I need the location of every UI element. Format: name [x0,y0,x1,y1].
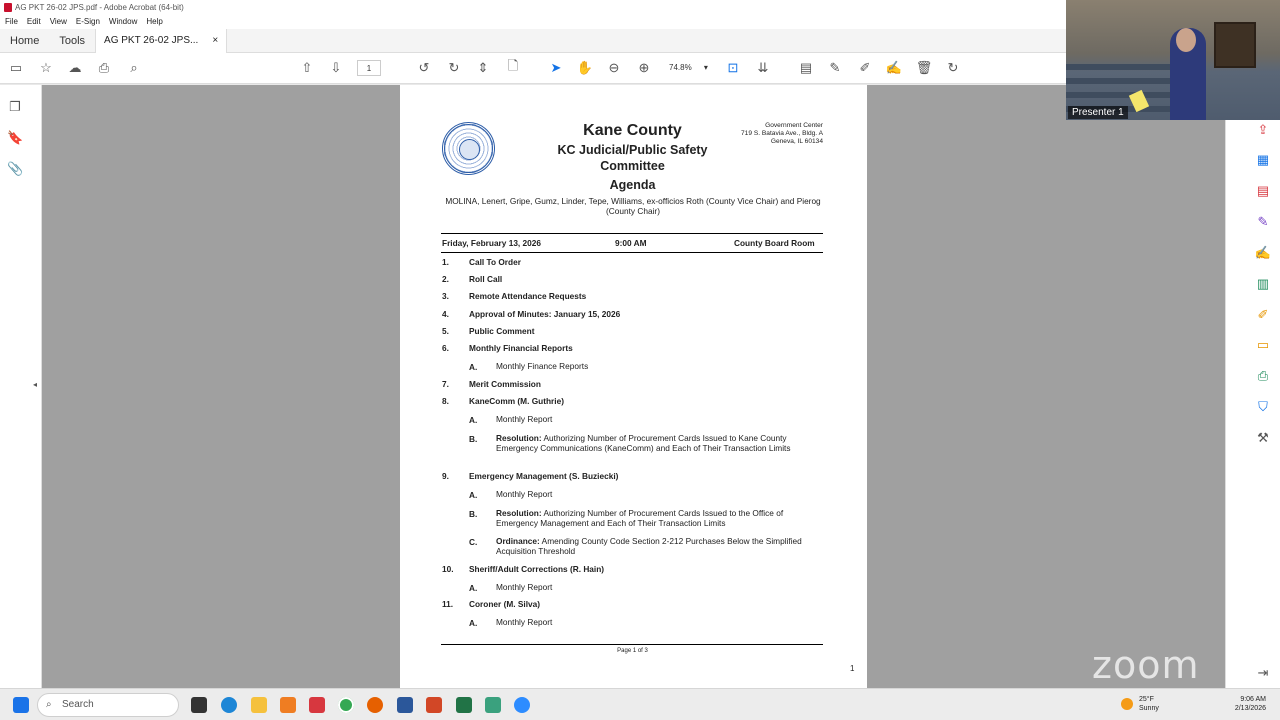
refresh-icon[interactable]: ↻ [947,60,959,75]
hand-icon[interactable]: ✋ [576,60,594,75]
address-line: Government Center [765,122,823,129]
taskbar-search[interactable] [37,693,179,717]
subitem-letter: C. [469,537,478,547]
zoom-out-icon[interactable]: ⊖ [608,60,620,75]
menu-view[interactable]: View [49,17,67,26]
agenda-item-number: 7. [442,379,449,389]
menu-file[interactable]: File [5,17,18,26]
menu-edit[interactable]: Edit [26,17,41,26]
zoom-level-value: 74.8% [669,63,692,72]
rotate-ccw-icon[interactable]: ↺ [418,60,430,75]
delete-icon[interactable]: 🗑 [915,60,933,75]
agenda-item: KaneComm (M. Guthrie) [469,396,564,406]
committee-title-line1: KC Judicial/Public Safety [557,143,708,157]
page-thumbnails-icon[interactable]: ❐ [9,99,21,114]
comment-icon[interactable]: ▤ [799,60,813,75]
committee-members: MOLINA, Lenert, Gripe, Gumz, Linder, Tepe, Williams, ex-officios Roth (County Vice Chair) and Pierog (County Chair) [445,196,821,216]
taskbar-clock[interactable] [1228,695,1266,713]
powerpoint-icon[interactable] [426,697,442,713]
subitem-letter: B. [469,509,478,519]
acrobat-icon [4,3,12,12]
meeting-time: 9:00 AM [615,238,647,248]
agenda-item: Roll Call [469,274,503,284]
agenda-item: Monthly Financial Reports [469,343,573,353]
divider-top [441,233,823,234]
weather-sun-icon [1121,698,1133,710]
select-cursor-icon[interactable]: ➤ [550,60,562,75]
address-block [713,122,823,146]
next-page-icon[interactable]: ⇩ [330,60,342,75]
agenda-subitem: Resolution: Authorizing Number of Procurement Cards Issued to Kane County Emergency Communications (KaneComm) and Each of Their Transaction Limits [496,433,791,453]
county-seal-logo [442,122,495,175]
meeting-date: Friday, February 13, 2026 [442,238,541,248]
collapse-left-icon[interactable]: ◂ [33,380,38,389]
agenda-subitem: Monthly Report [496,617,553,627]
tab-tools[interactable]: Tools [59,34,86,47]
agenda-item: Coroner (M. Silva) [469,599,540,609]
agenda-item-number: 11. [442,599,454,609]
subitem-letter: A. [469,415,478,425]
divider-footer [441,644,823,645]
agenda-subitem: Resolution: Authorizing Number of Procurement Cards Issued to the Office of Emergency Management and Each of Their Transaction Limits [496,508,784,528]
create-pdf-icon[interactable]: ▦ [1256,152,1270,167]
pdf-page [400,85,867,688]
agenda-subitem: Monthly Report [496,414,553,424]
agenda-item: Approval of Minutes: January 15, 2026 [469,309,621,319]
agenda-item-number: 6. [442,343,449,353]
comment-icon[interactable]: ▭ [1256,337,1270,352]
previous-page-icon[interactable]: ⇧ [301,60,313,75]
more-tools-icon[interactable]: ⚒ [1257,430,1269,445]
agenda-item-number: 5. [442,326,449,336]
zoom-in-icon[interactable]: ⊕ [638,60,650,75]
agenda-item: Sheriff/Adult Corrections (R. Hain) [469,564,605,574]
fit-width-icon[interactable]: ⊡ [727,60,739,75]
chevron-down-icon: ▾ [703,63,708,72]
video-door [1214,22,1256,68]
presenter-head [1176,28,1196,52]
page-footer: Page 1 of 3 [617,648,648,654]
subitem-letter: A. [469,618,478,628]
word-icon[interactable] [397,697,413,713]
acrobat-taskbar-icon[interactable] [309,697,325,713]
address-line: 719 S. Batavia Ave., Bldg. A [741,130,823,137]
committee-title-line2: Committee [600,159,665,173]
firefox-icon[interactable] [367,697,383,713]
window-title-bar [0,0,1066,14]
save-icon[interactable]: ▭ [9,60,23,75]
menu-window[interactable]: Window [108,17,138,26]
chrome-icon[interactable] [338,697,354,713]
clock-date: 2/13/2026 [1234,705,1266,712]
export-pdf-icon[interactable]: ⇪ [1257,122,1269,137]
agenda-item: Public Comment [469,326,535,336]
agenda-item-number: 2. [442,274,449,284]
windows-start-icon[interactable] [13,697,29,713]
weather-temp: 25°F [1139,696,1154,703]
upload-cloud-icon[interactable]: ☁ [68,60,82,75]
window-title: AG PKT 26-02 JPS.pdf - Adobe Acrobat (64-bit) [15,2,184,12]
menu-bar [0,14,1066,29]
zoom-app-icon[interactable] [514,697,530,713]
fill-sign-icon[interactable]: ✐ [1257,307,1269,322]
task-view-icon[interactable] [191,697,207,713]
excel-icon[interactable] [456,697,472,713]
agenda-item-number: 4. [442,309,449,319]
bookmark-icon[interactable]: 🔖 [7,130,24,145]
star-icon[interactable]: ☆ [40,60,52,75]
search-icon[interactable]: ⌕ [130,60,138,75]
search-icon: ⌕ [46,699,52,710]
tab-document-label: AG PKT 26-02 JPS... [104,35,199,46]
clock-time: 9:06 AM [1240,696,1266,703]
highlight-pen-icon[interactable]: ✎ [829,60,841,75]
agenda-item-number: 3. [442,291,449,301]
weather-widget[interactable] [1139,695,1159,713]
meeting-room: County Board Room [734,238,815,248]
agenda-item-number: 8. [442,396,449,406]
draw-icon[interactable]: ✐ [859,60,871,75]
agenda-item-number: 1. [442,257,449,267]
page-icon[interactable]: 🗋 [507,58,519,73]
protect-icon[interactable]: ⛉ [1258,399,1268,414]
search-placeholder: Search [62,699,94,710]
attachment-icon[interactable]: 📎 [7,161,24,176]
zoom-level-select[interactable] [665,60,713,76]
weather-condition: Sunny [1139,705,1159,712]
subitem-letter: A. [469,583,478,593]
agenda-item: Merit Commission [469,379,541,389]
menu-help[interactable]: Help [146,17,163,26]
print-icon[interactable]: ⎙ [98,60,110,75]
tab-home[interactable]: Home [10,34,40,47]
edit-pdf-icon[interactable]: ✎ [1257,214,1269,229]
agenda-item-number: 10. [442,564,454,574]
rotate-cw-icon[interactable]: ↻ [448,60,460,75]
agenda-item: Remote Attendance Requests [469,291,587,301]
organize-pages-icon[interactable]: ▥ [1256,276,1270,291]
scroll-mode-icon[interactable]: ⇊ [757,60,769,75]
fill-sign-icon[interactable]: ✍ [885,60,903,75]
agenda-subitem: Monthly Report [496,489,553,499]
zoom-watermark-logo: zoom [1092,643,1200,687]
agenda-item: Call To Order [469,257,521,267]
video-participant-label: Presenter 1 [1068,106,1128,119]
agenda-subitem: Ordinance: Amending County Code Section 2-212 Purchases Below the Simplified Acquisition Threshold [496,536,802,556]
agenda-item-number: 9. [442,471,449,481]
divider-header [441,252,823,253]
page-number: 1 [850,664,855,673]
windows-taskbar [0,688,1280,720]
fit-page-icon[interactable]: ⇕ [477,60,489,75]
zoom-video-tile[interactable] [1066,0,1280,120]
menu-esign[interactable]: E-Sign [75,17,100,26]
vlc-icon[interactable] [280,697,296,713]
agenda-subitem: Monthly Report [496,582,553,592]
collapse-panel-icon[interactable]: ⇥ [1257,665,1269,680]
agenda-title: Agenda [609,178,656,192]
edge-icon[interactable] [221,697,237,713]
scan-ocr-icon[interactable]: ⎙ [1257,368,1269,383]
agenda-item: Emergency Management (S. Buziecki) [469,471,619,481]
agenda-subitem: Monthly Finance Reports [496,361,589,371]
county-title: Kane County [583,122,682,139]
subitem-letter: A. [469,362,478,372]
tab-bar [0,29,1066,53]
address-line: Geneva, IL 60134 [770,138,823,145]
notepad-icon[interactable] [485,697,501,713]
file-explorer-icon[interactable] [251,697,267,713]
right-tools-panel [1225,120,1280,688]
subitem-letter: A. [469,490,478,500]
request-signature-icon[interactable]: ✍ [1254,245,1272,260]
subitem-letter: B. [469,434,478,444]
combine-files-icon[interactable]: ▤ [1256,183,1270,198]
close-icon[interactable]: × [212,35,219,46]
tab-document[interactable] [95,29,227,53]
page-number-input[interactable] [357,60,381,76]
